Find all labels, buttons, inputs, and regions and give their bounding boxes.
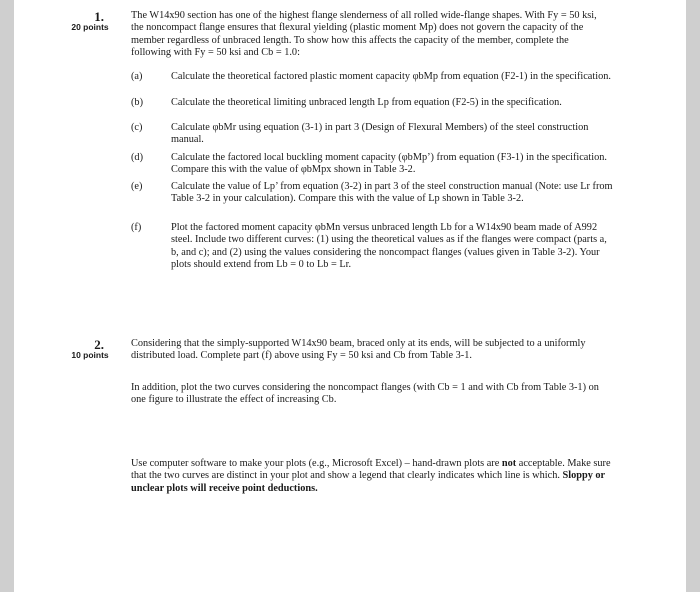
para3-start: Use computer software to make your plots (e.g., Microsoft Excel) – hand-drawn plots are	[131, 458, 502, 469]
q1-part-e-text: Calculate the value of Lp’ from equation (3-2) in part 3 of the steel construction manual (Note: use Lr from Table 3-2 in your calculation). Compare this with the value of Lp shown in Table 3-2.	[171, 181, 613, 205]
question-1-points: 20 points	[71, 22, 109, 32]
right-page-margin	[686, 0, 700, 592]
q1-part-d-text: Calculate the factored local buckling moment capacity (φbMp’) from equation (F3-1) in the specification. Compare this with the value of φbMpx shown in Table 3-2.	[171, 152, 607, 176]
q1-part-c-label: (c)	[131, 122, 143, 133]
q1-part-f-label: (f)	[131, 222, 142, 233]
question-2-number: 2.	[94, 337, 104, 352]
q1-part-b-text: Calculate the theoretical limiting unbraced length Lp from equation (F2-5) in the specification.	[171, 97, 562, 108]
question-2-points: 10 points	[71, 350, 109, 360]
q1-part-d-label: (d)	[131, 152, 144, 163]
q1-part-a-text: Calculate the theoretical factored plastic moment capacity φbMp from equation (F2-1) in the specification.	[171, 71, 611, 82]
question-1-number: 1.	[94, 9, 104, 24]
q1-part-e-label: (e)	[131, 181, 143, 192]
question-2-paragraph-3	[131, 458, 611, 495]
question-1-intro: The W14x90 section has one of the highest flange slenderness of all rolled wide-flange shapes. With Fy = 50 ksi, the noncompact flange ensures that flexural yielding (plastic moment Mp) does not govern the capacity of the member regardless of unbraced length. To show how this affects the capacity of the member, complete the following with Fy = 50 ksi and Cb = 1.0:	[131, 10, 597, 58]
para3-not-emphasis: not	[501, 458, 517, 469]
q1-part-b-label: (b)	[131, 97, 144, 108]
q1-part-c-text: Calculate φbMr using equation (3-1) in part 3 (Design of Flexural Members) of the steel construction manual.	[171, 122, 589, 146]
q1-part-f-text: Plot the factored moment capacity φbMn versus unbraced length Lb for a W14x90 beam made of A992 steel. Include two different curves: (1) using the theoretical values as if the flanges were compact (parts a, b, and c); and (2) using the values considering the noncompact flanges (values given in Table 3-2). Your plots should extend from Lb = 0 to Lb = Lr.	[171, 222, 607, 270]
q1-part-a-label: (a)	[131, 71, 143, 82]
para3-warning: Sloppy or unclear plots will receive point deductions.	[131, 470, 605, 494]
document-page	[14, 0, 686, 592]
para3-mid: acceptable. Make sure that the two curves are distinct in your plot and show a legend that clearly indicates which line is which.	[131, 458, 611, 482]
left-page-margin	[0, 0, 14, 592]
question-2-paragraph-2: In addition, plot the two curves considering the noncompact flanges (with Cb = 1 and with Cb from Table 3-1) on one figure to illustrate the effect of increasing Cb.	[131, 382, 599, 406]
question-2-paragraph-1: Considering that the simply-supported W14x90 beam, braced only at its ends, will be subjected to a uniformly distributed load. Complete part (f) above using Fy = 50 ksi and Cb from Table 3-1.	[131, 338, 586, 362]
